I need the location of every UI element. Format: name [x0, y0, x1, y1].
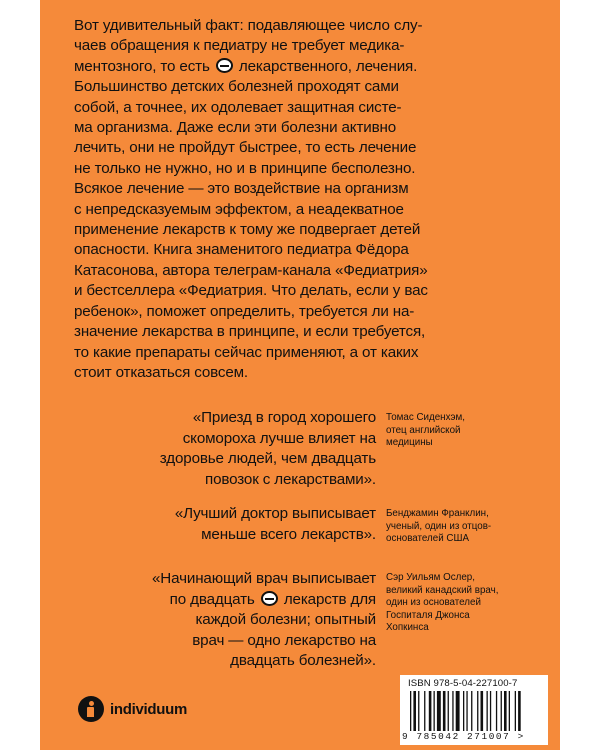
description-line: не только не нужно, но и в принципе бесполезно.	[74, 159, 416, 177]
quote-line: здоровье людей, чем двадцать	[159, 450, 376, 467]
description-line: опасности. Книга знаменитого педиатра Фёдора	[74, 241, 409, 259]
quote-line: «Начинающий врач выписывает	[152, 570, 376, 587]
info-i-icon	[78, 696, 104, 722]
quote-line: «Лучший доктор выписывает	[174, 505, 376, 522]
book-back-cover	[40, 0, 560, 750]
quote-author-osler: Сэр Уильям Ослер, великий канадский врач, один из основателей Госпиталя Джонса Хопкинса	[386, 572, 499, 634]
description-line: с непредсказуемым эффектом, а неадекватное	[74, 200, 404, 218]
ean-digits: 9 785042 271007 >	[402, 731, 525, 742]
quote-osler	[152, 569, 376, 672]
quote-sydenham	[160, 408, 376, 490]
quote-line: двадцать болезней».	[230, 652, 376, 669]
quote-line: скомороха лучше влияет на	[182, 429, 376, 447]
description-line: ментозного, то есть лекарственного, лечения.	[74, 57, 418, 75]
description-line: лечить, они не пройдут быстрее, то есть лечение	[74, 139, 417, 157]
pill-icon	[216, 58, 233, 73]
description-line: Всякое лечение — это воздействие на организм	[74, 180, 409, 198]
quote-author-sydenham: Томас Сиденхэм, отец английской медицины	[386, 412, 465, 449]
barcode-icon	[410, 691, 538, 731]
description-line: ма организма. Даже если эти болезни активно	[74, 119, 397, 137]
description-line: Большинство детских болезней проходят сами	[74, 78, 399, 96]
quote-author-franklin: Бенджамин Франклин, ученый, один из отцов- основателей США	[386, 508, 492, 545]
quote-line: повозок с лекарствами».	[205, 470, 376, 488]
description-line: собой, а точнее, их одолевает защитная систе-	[74, 98, 402, 116]
quote-line: врач — одно лекарство на	[192, 631, 376, 649]
quote-line: по двадцать лекарств для	[169, 590, 376, 608]
quote-line: каждой болезни; опытный	[195, 611, 376, 628]
publisher-logo	[78, 695, 187, 723]
description-line: Вот удивительный факт: подавляющее число слу-	[74, 17, 423, 34]
pill-icon	[261, 591, 278, 606]
description-line: значение лекарства в принципе, и если требуется,	[74, 323, 426, 341]
isbn-text: ISBN 978-5-04-227100-7	[408, 678, 518, 689]
quote-franklin	[175, 504, 376, 545]
barcode-block	[400, 675, 548, 745]
description-line: чаев обращения к педиатру не требует медика-	[74, 37, 405, 55]
description-line: и бестселлера «Федиатрия. Что делать, если у вас	[74, 282, 428, 300]
description-line: то какие препараты сейчас применяют, а от каких	[74, 343, 419, 361]
description-line: применение лекарств к тому же подвергает детей	[74, 221, 421, 239]
description-line: ребенок», поможет определить, требуется ли на-	[74, 302, 415, 320]
description-line: стоит отказаться совсем.	[74, 363, 248, 381]
description-line: Катасонова, автора телеграм-канала «Федиатрия»	[74, 261, 428, 279]
book-description	[74, 16, 544, 383]
publisher-name: individuum	[110, 700, 187, 718]
quote-line: «Приезд в город хорошего	[192, 409, 376, 426]
quote-line: меньше всего лекарств».	[201, 525, 376, 543]
